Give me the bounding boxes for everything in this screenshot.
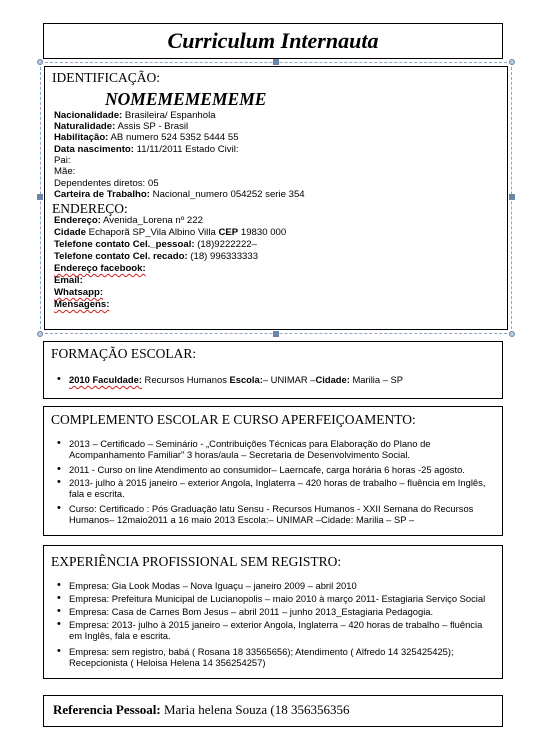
education-section xyxy=(43,341,503,399)
reference-label: Referencia Pessoal: xyxy=(53,702,161,717)
experience-heading: EXPERIÊNCIA PROFISSIONAL SEM REGISTRO: xyxy=(51,554,342,569)
title-box xyxy=(43,23,503,59)
field-row: Mãe: xyxy=(54,166,76,177)
field-row: Endereço: Avenida_Lorena nº 222 xyxy=(54,215,203,226)
resize-handle-icon[interactable] xyxy=(37,194,43,200)
resize-handle-icon[interactable] xyxy=(509,331,515,337)
resize-handle-icon[interactable] xyxy=(37,331,43,337)
list-item: • 2013- julho à 2015 janeiro – exterior Angola, Inglaterra – 420 horas de trabalho – fluência em Inglês, fala e escrita. xyxy=(69,477,485,500)
resize-handle-icon[interactable] xyxy=(273,59,279,65)
field-row: Mensagens: xyxy=(54,299,110,310)
field-row: Data nascimento: 11/11/2011 Estado Civil: xyxy=(54,144,239,155)
resize-handle-icon[interactable] xyxy=(509,59,515,65)
list-item: • Curso: Certificado : Pós Graduação latu Sensu - Recursos Humanos - XXII Semana do Recursos Humanos– 12maio2011 a 16 maio 2013 Escola:– UNIMAR –Cidade: Marilia – SP – xyxy=(69,503,473,526)
field-row: Telefone contato Cel. recado: (18) 996333333 xyxy=(54,251,259,262)
reference-value: Maria helena Souza (18 356356356 xyxy=(160,702,350,717)
reference-line xyxy=(53,702,350,718)
list-item: • 2010 Faculdade: Recursos Humanos Escola:– UNIMAR –Cidade: Marilia – SP xyxy=(69,374,403,385)
field-row: Email: xyxy=(54,275,83,286)
identification-content xyxy=(44,66,508,330)
field-row: Nacionalidade: Brasileira/ Espanhola xyxy=(54,110,216,121)
field-row: Naturalidade: Assis SP - Brasil xyxy=(54,121,189,132)
field-row: Cidade Echaporã SP_Vila Albino Villa CEP 19830 000 xyxy=(54,227,287,238)
field-row: Endereço facebook: xyxy=(54,263,146,274)
reference-section xyxy=(43,695,503,727)
field-row: Carteira de Trabalho: Nacional_numero 054252 serie 354 xyxy=(54,189,305,200)
page-title: Curriculum Internauta xyxy=(167,28,379,53)
field-row: Telefone contato Cel._pessoal: (18)9222222– xyxy=(54,239,257,250)
identification-section[interactable] xyxy=(40,62,512,334)
list-item: • Empresa: Casa de Carnes Bom Jesus – abril 2011 – junho 2013_Estagiaria Pedagogia. xyxy=(69,606,433,617)
address-heading: ENDEREÇO: xyxy=(52,201,128,216)
list-item: • Empresa: sem registro, babá ( Rosana 18 33565656); Atendimento ( Alfredo 14 325425425); Recepcionista ( Heloisa Helena 14 356254257) xyxy=(69,646,454,669)
list-item: • Empresa: Prefeitura Municipal de Lucianopolis – maio 2010 à março 2011- Estagiaria Serviço Social xyxy=(69,593,485,604)
experience-section xyxy=(43,545,503,679)
resize-handle-icon[interactable] xyxy=(37,59,43,65)
resize-handle-icon[interactable] xyxy=(273,331,279,337)
list-item: • 2011 - Curso on line Atendimento ao consumidor– Laerncafe, carga horária 6 horas -25 agosto. xyxy=(69,464,465,475)
field-row: Pai: xyxy=(54,155,71,166)
complementary-heading: COMPLEMENTO ESCOLAR E CURSO APERFEIÇOAMENTO: xyxy=(51,412,416,427)
identification-heading: IDENTIFICAÇÃO: xyxy=(52,70,160,85)
education-heading: FORMAÇÃO ESCOLAR: xyxy=(51,346,197,361)
field-row: Dependentes diretos: 05 xyxy=(54,178,159,189)
field-row: Whatsapp: xyxy=(54,287,104,298)
complementary-section xyxy=(43,406,503,536)
candidate-name: NOMEMEMEMEME xyxy=(105,89,267,109)
field-row: Habilitação: AB numero 524 5352 5444 55 xyxy=(54,132,239,143)
list-item: • Empresa: Gia Look Modas – Nova Iguaçu – janeiro 2009 – abril 2010 xyxy=(69,580,357,591)
list-item: • Empresa: 2013- julho à 2015 janeiro – exterior Angola, Inglaterra – 420 horas de trabalho – fluência em Inglês, fala e escrita. xyxy=(69,619,482,642)
resize-handle-icon[interactable] xyxy=(509,194,515,200)
list-item: • 2013 – Certificado – Seminário - „Contribuições Técnicas para Elaboração do Plano de Acompanhamento Familiar" 3 horas/aula – Secretaria de Desenvolvimento Social. xyxy=(69,438,431,461)
